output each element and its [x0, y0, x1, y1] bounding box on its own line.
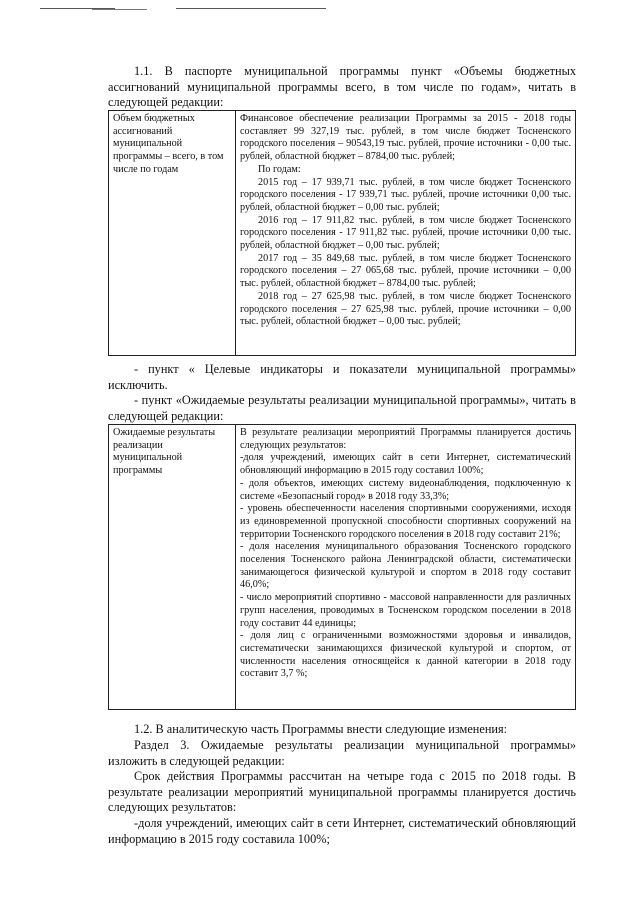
- paragraph-exclude-indicators: - пункт « Целевые индикаторы и показатели муниципальной программы» исключить.: [108, 362, 576, 392]
- budget-year-2018: 2018 год – 27 625,98 тыс. рублей, в том числе бюджет Тосненского городского поселения – 27 625,98 тыс. рублей, прочие источники – 0,00 тыс. рублей, областной бюджет – 0,00 тыс. рублей;: [240, 290, 571, 328]
- budget-intro: Финансовое обеспечение реализации Программы за 2015 - 2018 годы составляет 99 327,19 тыс. рублей, в том числе бюджет Тосненского городского поселения – 90543,19 тыс. рублей, прочие источники - 0,00 тыс. рублей, областной бюджет – 8784,00 тыс. рублей;: [240, 113, 571, 163]
- scan-artifact: [176, 8, 326, 9]
- paragraph-expected-results: - пункт «Ожидаемые результаты реализации муниципальной программы», читать в следующей редакции:: [108, 393, 576, 423]
- paragraph-section-3: Раздел 3. Ожидаемые результаты реализации муниципальной программы» изложить в следующей редакции:: [108, 738, 576, 768]
- budget-by-years: По годам:: [258, 163, 301, 175]
- budget-year-2017: 2017 год – 35 849,68 тыс. рублей, в том числе бюджет Тосненского городского поселения – 27 065,68 тыс. рублей, прочие источники – 0,00 тыс. рублей, областной бюджет – 8784,00 тыс. рублей;: [240, 252, 571, 290]
- result-item: -доля учреждений, имеющих сайт в сети Интернет, систематический обновляющий информацию в 2015 году составил 100%;: [240, 452, 571, 477]
- result-item: - доля лиц с ограниченными возможностями здоровья и инвалидов, систематически занимающихся физической культурой и спортом, от численности населения относящейся к данной категории в 2018 году составит 3,7 %;: [240, 630, 571, 680]
- results-table-label: Ожидаемые результаты реализации муниципальной программы: [109, 425, 236, 710]
- budget-year-2015: 2015 год – 17 939,71 тыс. рублей, в том числе бюджет Тосненского городского поселения - 17 939,71 тыс. рублей, прочие источники 0,00 тыс. рублей, областной бюджет – 0,00 тыс. рублей;: [240, 176, 571, 213]
- budget-table: [108, 110, 576, 356]
- paragraph-1-1: 1.1. В паспорте муниципальной программы пункт «Объемы бюджетных ассигнований муниципальной программы всего, в том числе по годам», читать в следующей редакции:: [108, 64, 576, 110]
- paragraph-program-term: Срок действия Программы рассчитан на четыре года с 2015 по 2018 годы. В результате реализации мероприятий муниципальной программы планируется достичь следующих результатов:: [108, 769, 576, 815]
- result-item: - доля объектов, имеющих систему видеонаблюдения, подключенную к системе «Безопасный город» в 2018 году 33,3%;: [240, 477, 571, 502]
- results-intro: В результате реализации мероприятий Программы планируется достичь следующих результатов:: [240, 427, 571, 451]
- scan-artifact: [92, 9, 147, 10]
- paragraph-sites-share: -доля учреждений, имеющих сайт в сети Интернет, систематический обновляющий информацию в 2015 году составила 100%;: [108, 816, 576, 846]
- results-table: [108, 424, 576, 710]
- budget-year-2016: 2016 год – 17 911,82 тыс. рублей, в том числе бюджет Тосненского городского поселения - 17 911,82 тыс. рублей, прочие источники 0,00 тыс. рублей, областной бюджет – 0,00 тыс. рублей;: [240, 214, 571, 252]
- result-item: - число мероприятий спортивно - массовой направленности для различных групп населения, проводимых в Тосненском городском поселении в 2018 году составит 44 единицы;: [240, 592, 571, 629]
- budget-table-label: Объем бюджетных ассигнований муниципальной программы – всего, в том числе по годам: [109, 111, 236, 356]
- results-table-content: [236, 425, 576, 710]
- result-item: - уровень обеспеченности населения спортивными сооружениями, исходя из единовременной пропускной способности спортивных сооружений на территории Тосненского городского поселения в 2018 году составит 21%;: [240, 503, 571, 540]
- budget-table-content: [236, 111, 576, 356]
- result-item: - доля населения муниципального образования Тосненского городского поселения Тосненского района Ленинградской области, систематически занимающегося физической культурой и спортом в 2018 году составит 46,0%;: [240, 541, 571, 591]
- paragraph-1-2: 1.2. В аналитическую часть Программы внести следующие изменения:: [134, 722, 508, 736]
